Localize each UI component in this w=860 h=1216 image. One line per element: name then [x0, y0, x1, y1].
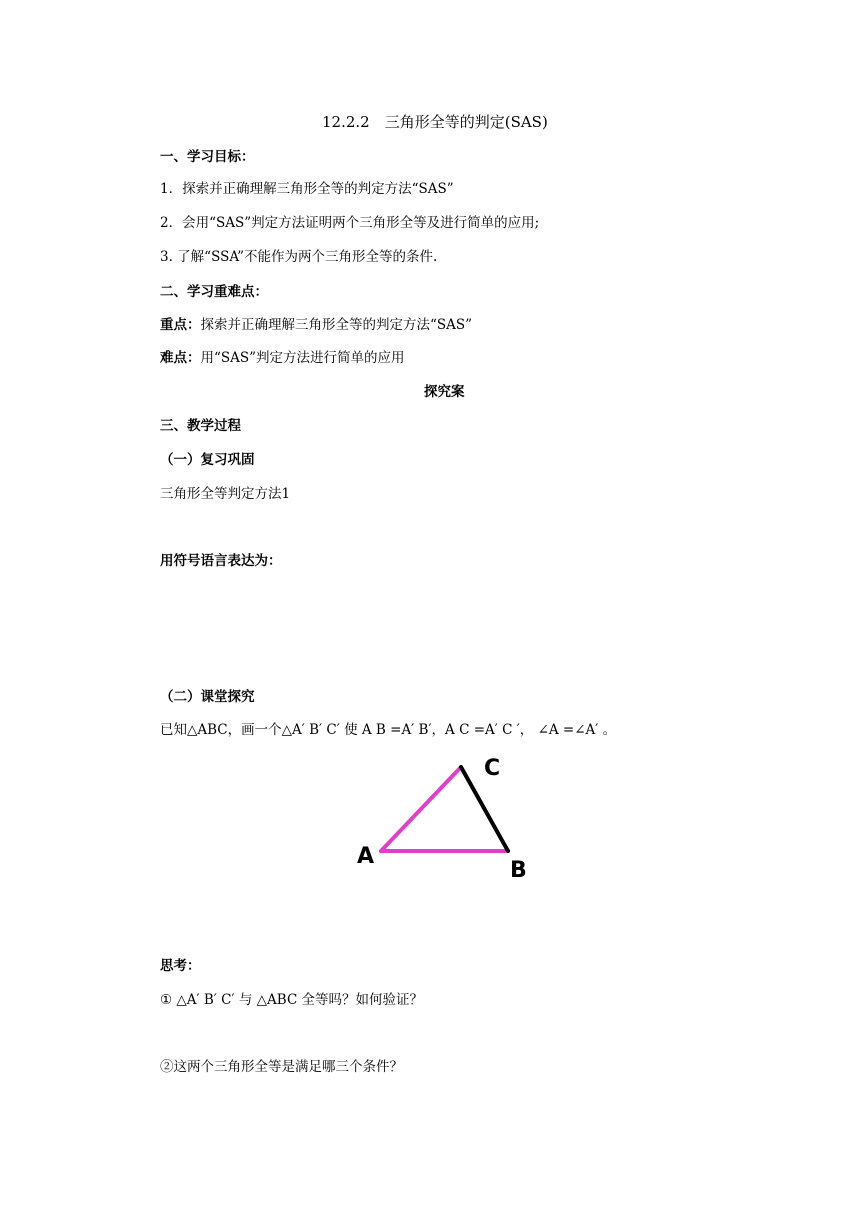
goal-item-2: 2．会用“SAS”判定方法证明两个三角形全等及进行简单的应用;: [160, 215, 540, 231]
difficulty-label: 难点：: [160, 350, 201, 366]
question-2: ②这两个三角形全等是满足哪三个条件？: [160, 1059, 403, 1075]
goal-item-3: 3. 了解“SSA”不能作为两个三角形全等的条件.: [160, 249, 438, 265]
section-heading-process: 三、教学过程: [160, 418, 241, 434]
triangle-abc-svg: [350, 755, 550, 890]
key-point-label: 重点：: [160, 317, 201, 333]
review-line: 三角形全等判定方法1: [160, 486, 291, 502]
question-1: ① △A′ B′ C′ 与 △ABC 全等吗？如何验证？: [160, 992, 424, 1008]
vertex-label-a: A: [357, 844, 375, 869]
vertex-label-b: B: [510, 858, 527, 883]
section-heading-keypoints: 二、学习重难点：: [160, 284, 268, 300]
section-heading-goals: 一、学习目标：: [160, 149, 255, 165]
explore-heading: 探究案: [424, 384, 465, 400]
vertex-label-c: C: [484, 756, 501, 781]
triangle-abc-figure: [350, 755, 550, 894]
difficulty-line: [160, 349, 405, 367]
side-ac: [381, 767, 461, 851]
key-point-line: [160, 316, 472, 334]
difficulty-text: 用“SAS”判定方法进行简单的应用: [200, 350, 405, 366]
subheading-review: （一）复习巩固: [160, 452, 255, 468]
page-title: 12.2.2 三角形全等的判定(SAS): [322, 113, 548, 131]
subheading-explore: （二）课堂探究: [160, 689, 255, 705]
task-line: 已知△ABC，画一个△A′ B′ C′ 使 A B =A′ B′，A C =A′ C ′， ∠A =∠A′ 。: [160, 722, 617, 738]
think-heading: 思考：: [160, 958, 201, 974]
goal-item-1: 1．探索并正确理解三角形全等的判定方法“SAS”: [160, 181, 454, 197]
symbol-language-line: 用符号语言表达为：: [160, 553, 282, 569]
key-point-text: 探索并正确理解三角形全等的判定方法“SAS”: [200, 317, 473, 333]
